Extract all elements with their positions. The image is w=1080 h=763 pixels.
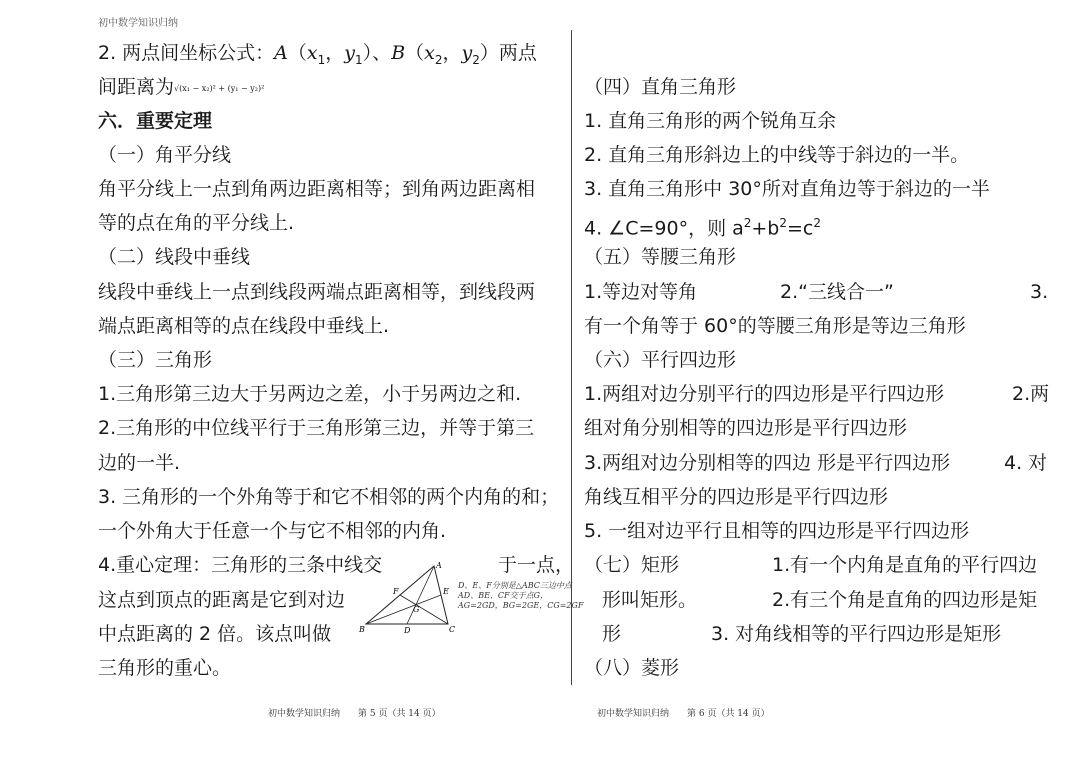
text-line: 三角形的重心。 (98, 657, 232, 679)
caption-line: AD、BE、CF交于点G， (458, 591, 548, 600)
sup: 2 (813, 216, 822, 230)
text: +b (751, 217, 780, 240)
subsection-title: （四）直角三角形 (584, 76, 737, 98)
sub: 2 (434, 52, 443, 67)
label-b: B (359, 625, 365, 634)
text-line: 3.两组对边分别相等的四边 形是平行四边形 (584, 452, 951, 474)
pythagorean-line (584, 210, 821, 241)
var-x2: x (424, 42, 435, 64)
sup: 2 (743, 216, 752, 230)
text-line: 于一点， (498, 554, 575, 576)
triangle-abc (366, 566, 448, 624)
label-f: F (393, 587, 399, 596)
var-y: y (344, 42, 356, 64)
footer-left-page: 初中数学知识归纳 第 5 页（共 14 页） (268, 709, 441, 719)
text: 4. ∠C=90°，则 a (584, 217, 744, 240)
text-line: 3. 三角形的一个外角等于和它不相邻的两个内角的和； (98, 486, 560, 508)
text-line: 组对角分别相等的四边形是平行四边形 (584, 417, 908, 439)
median-be (366, 595, 441, 624)
text-line: 5. 一组对边平行且相等的四边形是平行四边形 (584, 520, 970, 542)
text-line: 端点距离相等的点在线段中垂线上. (98, 315, 390, 337)
text-line: 1. 直角三角形的两个锐角互余 (584, 110, 837, 132)
text-line: 1.三角形第三边大于另两边之差，小于另两边之和. (98, 383, 522, 405)
text-line: 形叫矩形。 (602, 589, 698, 611)
text: （ (405, 42, 425, 64)
text-line: 4. 对 (1004, 452, 1048, 474)
subsection-title: （一）角平分线 (98, 144, 232, 166)
text: ， (325, 42, 345, 64)
text-line: 形 (602, 623, 622, 645)
text-line: 4.重心定理：三角形的三条中线交 (98, 554, 383, 576)
text-line: 1.有一个内角是直角的平行四边 (772, 554, 1038, 576)
text-line: 一个外角大于任意一个与它不相邻的内角. (98, 520, 447, 542)
label-d: D (404, 626, 411, 635)
text-line: 3. 对角线相等的平行四边形是矩形 (711, 623, 1002, 645)
distance-formula: √(x₁ − x₂)² + (y₁ − y₂)² (174, 84, 265, 93)
text: 2. 两点间坐标公式： (98, 42, 275, 64)
distance-formula-line (98, 74, 264, 102)
text-line: 2.有三个角是直角的四边形是矩 (772, 589, 1038, 611)
text-line: 中点距离的 2 倍。该点叫做 (98, 623, 332, 645)
text: （ (287, 42, 307, 64)
text-line: 2.三角形的中位线平行于三角形第三边，并等于第三 (98, 417, 535, 439)
label-g: G (413, 605, 420, 614)
point-a: A (274, 42, 288, 64)
label-a: A (436, 561, 442, 570)
var-y2: y (461, 42, 473, 64)
subsection-title: （七）矩形 (584, 554, 680, 576)
subsection-title: （八）菱形 (584, 657, 680, 679)
text-line: 1.两组对边分别平行的四边形是平行四边形 (584, 383, 945, 405)
text-line: 这点到顶点的距离是它到对边 (98, 589, 346, 611)
text: ）两点 (479, 42, 537, 64)
label-c: C (449, 625, 456, 634)
sub: 1 (355, 52, 363, 67)
page-header: 初中数学知识归纳 (98, 18, 178, 29)
footer-right-page: 初中数学知识归纳 第 6 页（共 14 页） (597, 709, 770, 719)
text-line: 2. 直角三角形斜边上的中线等于斜边的一半。 (584, 144, 970, 166)
text-line: 3. 直角三角形中 30°所对直角边等于斜边的一半 (584, 178, 990, 200)
text-line: 等的点在角的平分线上. (98, 212, 295, 234)
text-line: 1.等边对等角 (584, 281, 698, 303)
text-line: 有一个角等于 60°的等腰三角形是等边三角形 (584, 315, 966, 337)
text: ， (442, 42, 462, 64)
text: 间距离为 (98, 76, 175, 98)
text: ）、 (362, 42, 392, 64)
text-line: 2.“三线合一” (780, 281, 894, 303)
median-cf (400, 595, 448, 624)
coord-formula-line (98, 40, 537, 73)
point-b: B (391, 42, 406, 64)
var-x: x (306, 42, 318, 64)
subsection-title: （二）线段中垂线 (98, 246, 251, 268)
median-ad (407, 566, 434, 624)
text-line: 线段中垂线上一点到线段两端点距离相等，到线段两 (98, 281, 536, 303)
text: =c (787, 217, 814, 240)
subsection-title: （三）三角形 (98, 349, 213, 371)
text-line: 3. (1030, 281, 1049, 303)
text-line: 2.两 (1012, 383, 1050, 405)
sub: 1 (317, 52, 326, 67)
caption-line: AG=2GD，BG=2GE，CG=2GF (458, 601, 584, 610)
text-line: 角平分线上一点到角两边距离相等；到角两边距离相 (98, 178, 536, 200)
sup: 2 (779, 216, 788, 230)
figure-caption (458, 581, 583, 611)
text-line: 边的一半. (98, 452, 181, 474)
label-e: E (443, 587, 449, 596)
caption-line: D、E、F分别是△ABC三边中点 (458, 581, 572, 590)
sub: 2 (472, 52, 480, 67)
centroid-triangle-figure (356, 560, 456, 636)
subsection-title: （六）平行四边形 (584, 349, 737, 371)
section-6-title: 六．重要定理 (98, 110, 213, 132)
subsection-title: （五）等腰三角形 (584, 246, 737, 268)
text-line: 角线互相平分的四边形是平行四边形 (584, 486, 889, 508)
